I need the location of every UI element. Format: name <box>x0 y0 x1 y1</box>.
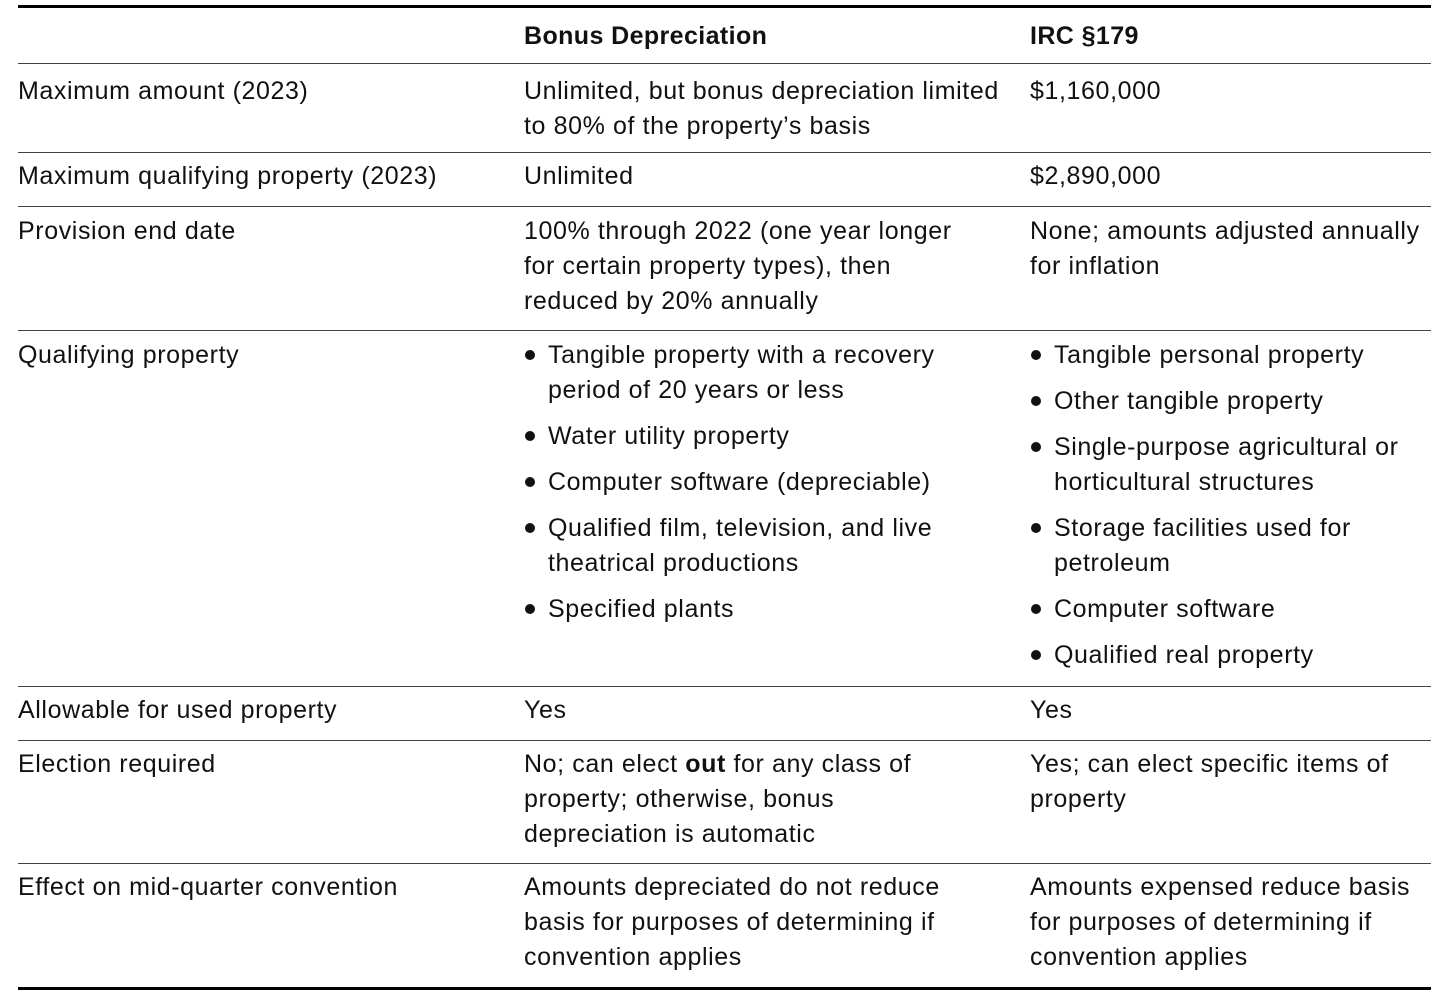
list-item: Qualified real property <box>1030 638 1431 673</box>
s179-cell: $2,890,000 <box>1030 162 1162 190</box>
row-label: Maximum amount (2023) <box>18 77 309 105</box>
s179-cell: Yes; can elect specific items of property <box>1030 750 1389 813</box>
list-item: Tangible property with a recovery period of 20 years or less <box>524 338 990 408</box>
s179-cell: $1,160,000 <box>1030 77 1162 105</box>
list-item: Qualified film, television, and live theatrical productions <box>524 511 990 581</box>
list-item: Water utility property <box>524 419 990 454</box>
bonus-cell: 100% through 2022 (one year longer for certain property types), then reduced by 20% annually <box>524 217 952 315</box>
list-item: Computer software <box>1030 592 1431 627</box>
list-item: Computer software (depreciable) <box>524 465 990 500</box>
row-label: Election required <box>18 750 216 778</box>
row-label: Effect on mid-quarter convention <box>18 873 399 901</box>
s179-cell: None; amounts adjusted annually for inflation <box>1030 217 1420 280</box>
table-row <box>18 864 1431 987</box>
bonus-cell: Unlimited <box>524 162 634 190</box>
s179-cell: Yes <box>1030 696 1073 724</box>
bottom-rule <box>18 987 1431 990</box>
s179-cell: Amounts expensed reduce basis for purposes of determining if convention applies <box>1030 873 1411 971</box>
header-row <box>18 8 1431 63</box>
table-row <box>18 331 1431 686</box>
bonus-text-pre: No; can elect <box>524 750 686 778</box>
s179-cell <box>1030 338 1431 686</box>
table-row <box>18 153 1431 206</box>
row-label: Provision end date <box>18 217 236 245</box>
row-label: Qualifying property <box>18 341 240 369</box>
bonus-cell: Yes <box>524 696 567 724</box>
bonus-cell: Unlimited, but bonus depreciation limited to 80% of the property’s basis <box>524 77 999 140</box>
bonus-qualifying-list <box>524 338 990 627</box>
comparison-table <box>18 5 1431 990</box>
bonus-text-emphasis: out <box>685 750 726 778</box>
list-item: Other tangible property <box>1030 384 1431 419</box>
header-label-cell <box>18 19 524 63</box>
bonus-text-post: for any class of property; otherwise, bonus depreciation is automatic <box>524 750 912 848</box>
table-row <box>18 687 1431 740</box>
table-row <box>18 741 1431 863</box>
header-bonus-depreciation: Bonus Depreciation <box>524 22 768 50</box>
bonus-cell <box>524 747 1030 863</box>
table-row <box>18 64 1431 152</box>
bonus-cell <box>524 338 1030 686</box>
header-irc-179: IRC §179 <box>1030 22 1139 50</box>
bonus-cell: Amounts depreciated do not reduce basis for purposes of determining if convention applies <box>524 873 940 971</box>
list-item: Storage facilities used for petroleum <box>1030 511 1431 581</box>
row-label: Allowable for used property <box>18 696 338 724</box>
s179-qualifying-list <box>1030 338 1431 673</box>
list-item: Single-purpose agricultural or horticultural structures <box>1030 430 1431 500</box>
row-label: Maximum qualifying property (2023) <box>18 162 438 190</box>
table-row <box>18 207 1431 330</box>
list-item: Specified plants <box>524 592 990 627</box>
list-item: Tangible personal property <box>1030 338 1431 373</box>
